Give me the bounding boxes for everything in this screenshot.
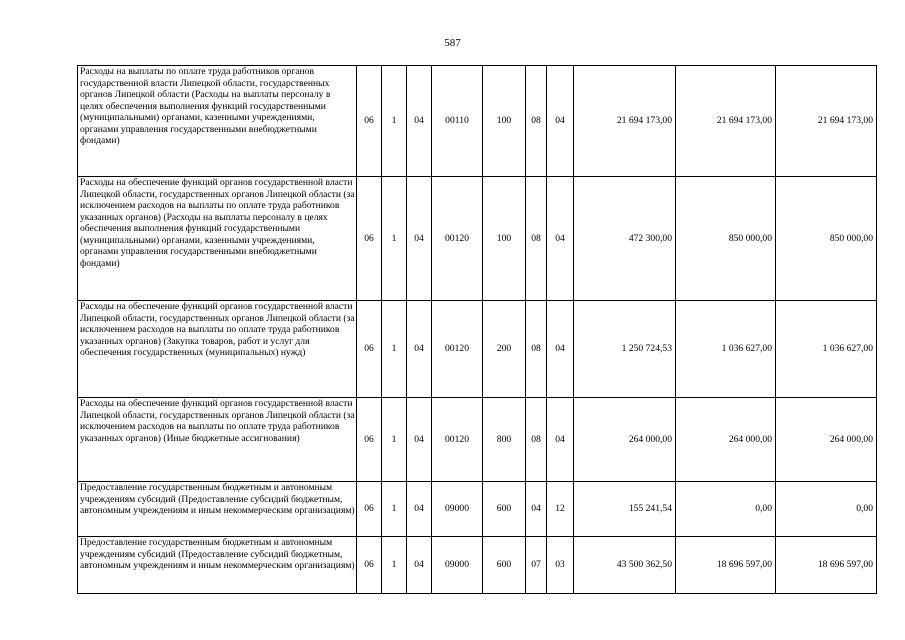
- code-cell: 1: [382, 537, 407, 594]
- amount-cell: 264 000,00: [676, 398, 776, 482]
- amount-cell: 18 696 597,00: [776, 537, 877, 594]
- code-cell: 1: [382, 177, 407, 301]
- code-cell: 12: [547, 482, 574, 537]
- amount-cell: 850 000,00: [676, 177, 776, 301]
- table-row: [78, 177, 877, 301]
- code-cell: 07: [526, 537, 547, 594]
- code-cell: 200: [483, 301, 526, 398]
- code-cell: 04: [526, 482, 547, 537]
- amount-cell: 850 000,00: [776, 177, 877, 301]
- code-cell: 08: [526, 398, 547, 482]
- code-cell: 800: [483, 398, 526, 482]
- amount-cell: 0,00: [776, 482, 877, 537]
- code-cell: 04: [407, 482, 432, 537]
- code-cell: 04: [407, 398, 432, 482]
- row-description: Предоставление государственным бюджетным и автономным учреждениям субсидий (Предоставление субсидий бюджетным, автономным учреждениям и иным некоммерческим организациям): [78, 482, 357, 537]
- code-cell: 04: [407, 301, 432, 398]
- row-description: Расходы на выплаты по оплате труда работников органов государственной власти Липецкой области, государственных органов Липецкой области (Расходы на выплаты персоналу в целях обеспечения выполнения функций государственными (муниципальными) органами, казенными учреждениями, органами управления государственными внебюджетными фондами): [78, 66, 357, 177]
- code-cell: 00120: [432, 398, 483, 482]
- code-cell: 08: [526, 66, 547, 177]
- code-cell: 100: [483, 66, 526, 177]
- row-description: Расходы на обеспечение функций органов государственной власти Липецкой области, государственных органов Липецкой области (за исключением расходов на выплаты по оплате труда работников указанных органов) (Расходы на выплаты персоналу в целях обеспечения выполнения функций государственными (муниципальными) органами, казенными учреждениями, органами управления государственными внебюджетными фондами): [78, 177, 357, 301]
- table-row: [78, 301, 877, 398]
- code-cell: 1: [382, 66, 407, 177]
- table-row: [78, 398, 877, 482]
- amount-cell: 264 000,00: [776, 398, 877, 482]
- code-cell: 100: [483, 177, 526, 301]
- amount-cell: 21 694 173,00: [676, 66, 776, 177]
- code-cell: 09000: [432, 537, 483, 594]
- code-cell: 06: [357, 66, 382, 177]
- code-cell: 04: [547, 66, 574, 177]
- amount-cell: 21 694 173,00: [776, 66, 877, 177]
- amount-cell: 155 241,54: [574, 482, 676, 537]
- code-cell: 04: [407, 537, 432, 594]
- row-description: Расходы на обеспечение функций органов государственной власти Липецкой области, государственных органов Липецкой области (за исключением расходов на выплаты по оплате труда работников указанных органов) (Закупка товаров, работ и услуг для обеспечения государственных (муниципальных) нужд): [78, 301, 357, 398]
- amount-cell: 1 250 724,53: [574, 301, 676, 398]
- code-cell: 04: [547, 177, 574, 301]
- code-cell: 00110: [432, 66, 483, 177]
- amount-cell: 18 696 597,00: [676, 537, 776, 594]
- row-description: Предоставление государственным бюджетным и автономным учреждениям субсидий (Предоставление субсидий бюджетным, автономным учреждениям и иным некоммерческим организациям): [78, 537, 357, 594]
- code-cell: 1: [382, 301, 407, 398]
- code-cell: 04: [407, 66, 432, 177]
- amount-cell: 21 694 173,00: [574, 66, 676, 177]
- code-cell: 00120: [432, 301, 483, 398]
- amount-cell: 1 036 627,00: [776, 301, 877, 398]
- code-cell: 00120: [432, 177, 483, 301]
- code-cell: 03: [547, 537, 574, 594]
- code-cell: 08: [526, 301, 547, 398]
- budget-table: [77, 65, 877, 594]
- table-row: [78, 66, 877, 177]
- code-cell: 06: [357, 482, 382, 537]
- page-number: 587: [444, 37, 461, 49]
- amount-cell: 264 000,00: [574, 398, 676, 482]
- amount-cell: 472 300,00: [574, 177, 676, 301]
- amount-cell: 1 036 627,00: [676, 301, 776, 398]
- code-cell: 09000: [432, 482, 483, 537]
- code-cell: 600: [483, 482, 526, 537]
- code-cell: 04: [407, 177, 432, 301]
- code-cell: 1: [382, 398, 407, 482]
- row-description: Расходы на обеспечение функций органов государственной власти Липецкой области, государственных органов Липецкой области (за исключением расходов на выплаты по оплате труда работников указанных органов) (Иные бюджетные ассигнования): [78, 398, 357, 482]
- code-cell: 08: [526, 177, 547, 301]
- code-cell: 04: [547, 301, 574, 398]
- code-cell: 600: [483, 537, 526, 594]
- code-cell: 04: [547, 398, 574, 482]
- code-cell: 06: [357, 398, 382, 482]
- code-cell: 1: [382, 482, 407, 537]
- amount-cell: 43 500 362,50: [574, 537, 676, 594]
- table-row: [78, 537, 877, 594]
- code-cell: 06: [357, 537, 382, 594]
- table-row: [78, 482, 877, 537]
- amount-cell: 0,00: [676, 482, 776, 537]
- code-cell: 06: [357, 301, 382, 398]
- code-cell: 06: [357, 177, 382, 301]
